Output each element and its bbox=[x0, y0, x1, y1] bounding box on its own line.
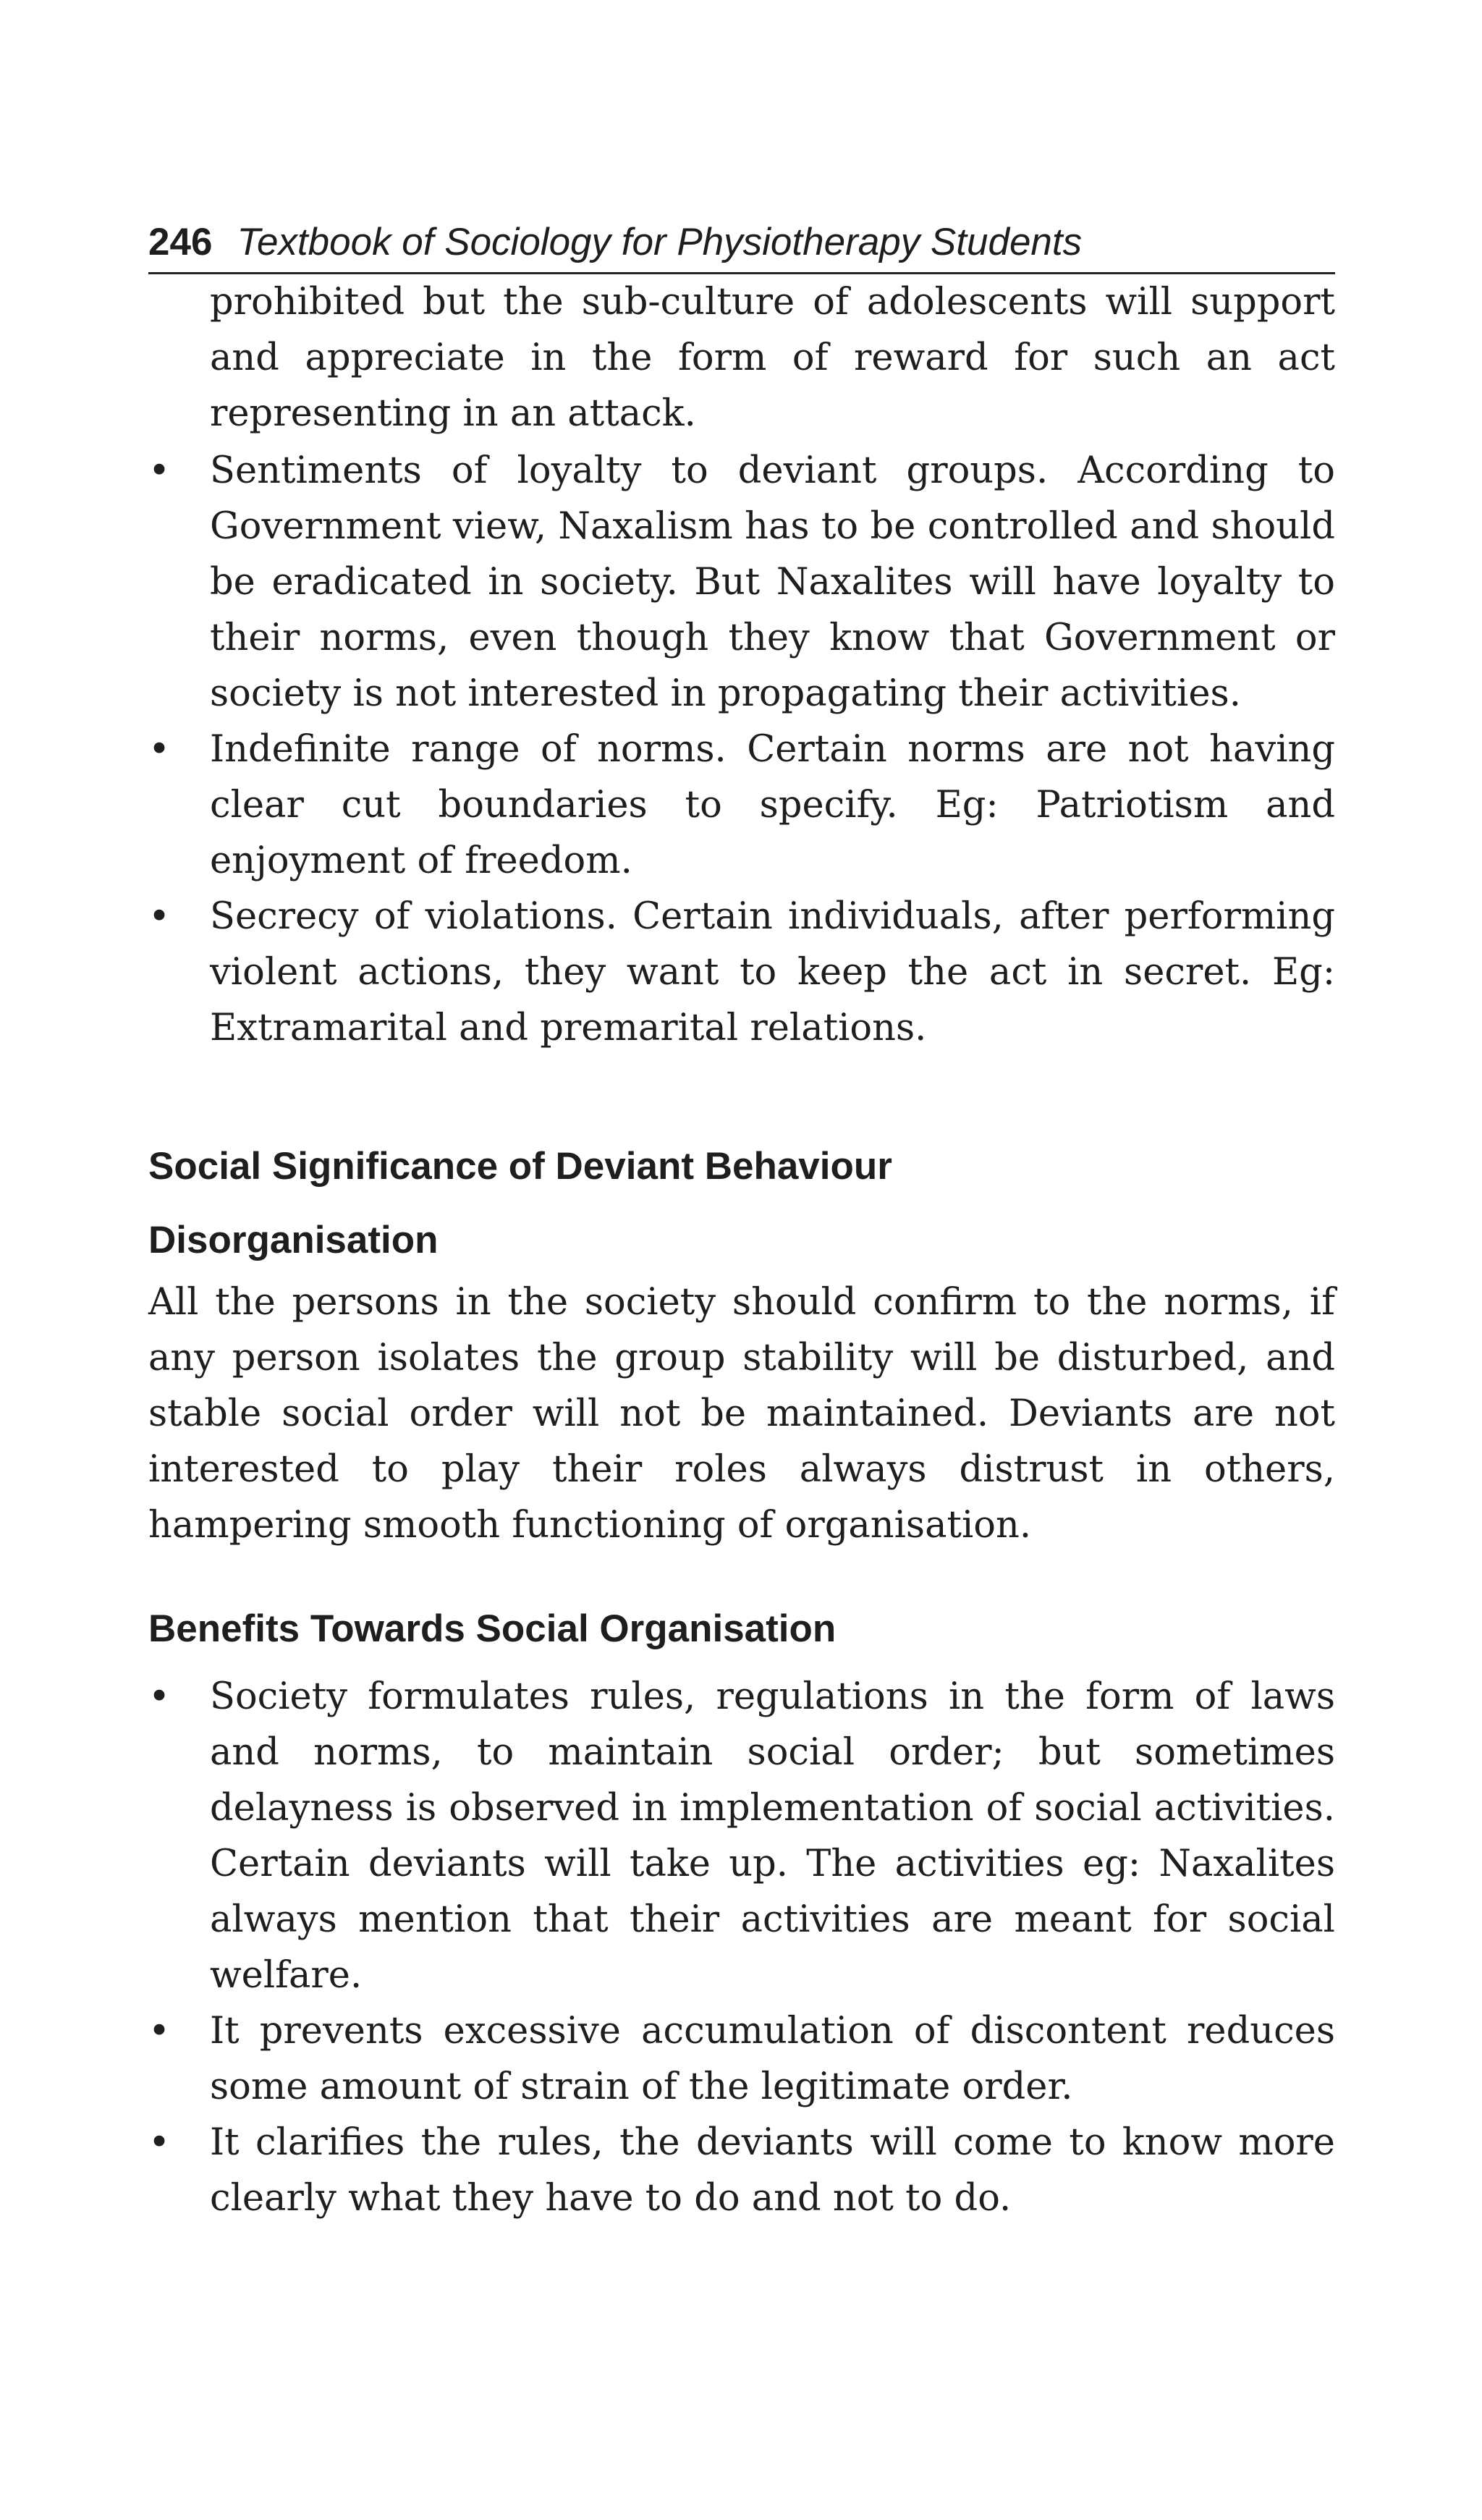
bullet-icon: • bbox=[148, 449, 171, 492]
list-item bbox=[148, 2003, 1335, 2115]
list-item bbox=[148, 443, 1335, 722]
list-item bbox=[148, 1669, 1335, 2003]
book-title: Textbook of Sociology for Physiotherapy Students bbox=[237, 221, 1083, 263]
bullet-icon: • bbox=[148, 1675, 171, 1718]
list-item bbox=[148, 722, 1335, 889]
book-page bbox=[148, 217, 1335, 2226]
bullet-icon: • bbox=[148, 895, 171, 938]
disorganisation-paragraph: All the persons in the society should confirm to the norms, if any person isolates the group stability will be disturbed, and stable social order will not be maintained. Deviants are not interested to play their roles always distrust in others, hampering smooth functioning of organisation. bbox=[148, 1281, 1335, 1547]
bullet-icon: • bbox=[148, 728, 171, 771]
list-item bbox=[148, 889, 1335, 1056]
list-item-text: It prevents excessive accumulation of discontent reduces some amount of strain of the legitimate order. bbox=[210, 2010, 1335, 2108]
list-item-text: Society formulates rules, regulations in the form of laws and norms, to maintain social order; but sometimes delayness is observed in implementation of social activities. Certain deviants will take up. The activities eg: Naxalites always mention that their activities are meant for social welfare. bbox=[210, 1675, 1335, 1997]
bullet-icon: • bbox=[148, 2121, 171, 2164]
list-item-text: Secrecy of violations. Certain individuals, after performing violent actions, they want to keep the act in secret. Eg: Extramarital and premarital relations. bbox=[210, 895, 1335, 1049]
benefits-list bbox=[148, 1669, 1335, 2226]
disorganisation-heading: Disorganisation bbox=[148, 1219, 439, 1261]
deviance-factors-list bbox=[148, 443, 1335, 1056]
running-head bbox=[148, 217, 1335, 274]
list-item-text: Indefinite range of norms. Certain norms are not having clear cut boundaries to specify. Eg: Patriotism and enjoyment of freedom. bbox=[210, 728, 1335, 882]
list-item bbox=[148, 2115, 1335, 2226]
list-item-text: Sentiments of loyalty to deviant groups. According to Government view, Naxalism has to be controlled and should be eradicated in society. But Naxalites will have loyalty to their norms, even though they know that Government or society is not interested in propagating their activities. bbox=[210, 449, 1335, 715]
bullet-icon: • bbox=[148, 2010, 171, 2052]
continued-paragraph: prohibited but the sub-culture of adolescents will support and appreciate in the form of reward for such an act representing in an attack. bbox=[210, 281, 1335, 435]
page-number: 246 bbox=[148, 221, 213, 263]
benefits-heading: Benefits Towards Social Organisation bbox=[148, 1607, 837, 1650]
significance-heading: Social Significance of Deviant Behaviour bbox=[148, 1145, 892, 1188]
list-item-text: It clarifies the rules, the deviants will come to know more clearly what they have to do and not to do. bbox=[210, 2121, 1335, 2220]
